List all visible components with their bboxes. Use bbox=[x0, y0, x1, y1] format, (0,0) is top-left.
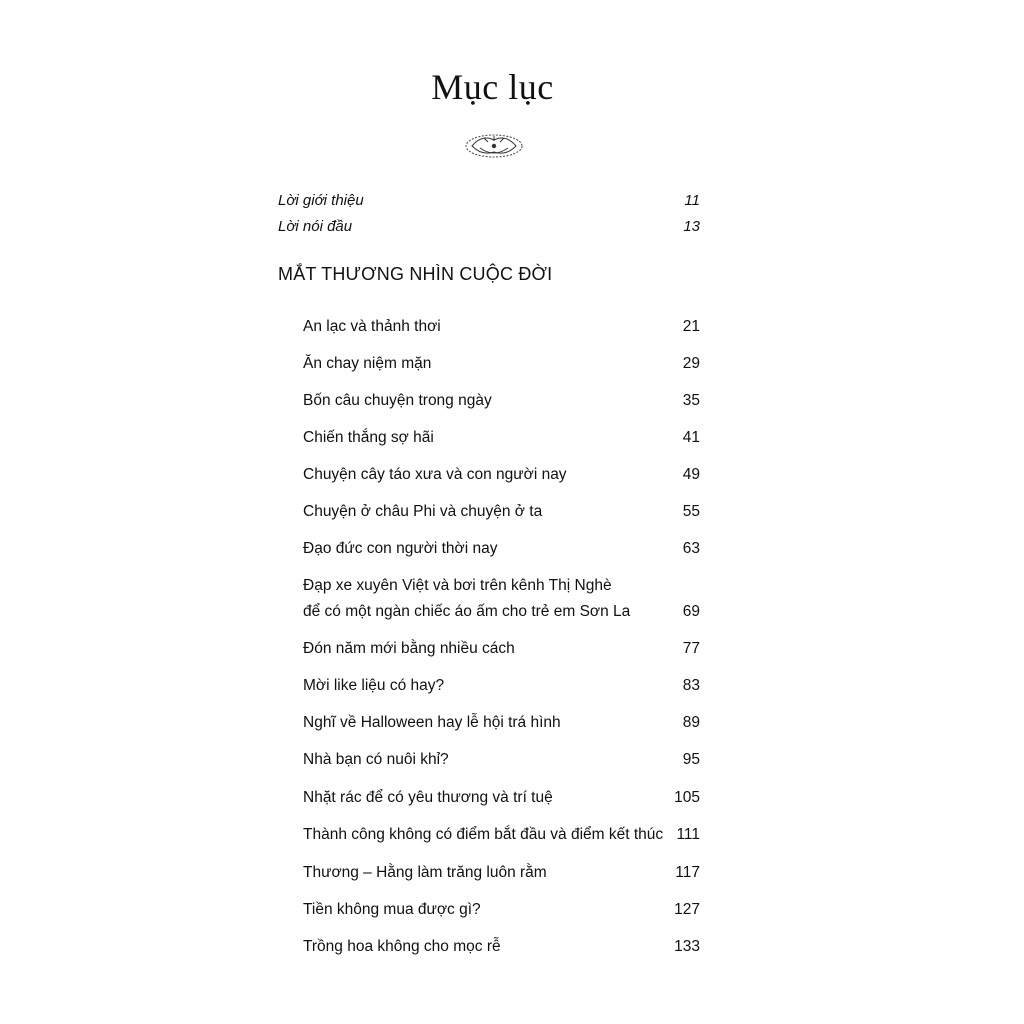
entry-label: Thương – Hằng làm trăng luôn rằm bbox=[303, 864, 547, 881]
entry-label-line2: để có một ngàn chiếc áo ấm cho trẻ em Sơn La bbox=[303, 603, 631, 620]
toc-entry[interactable] bbox=[303, 536, 700, 562]
entry-label: Lời nói đầu bbox=[278, 218, 353, 235]
entry-page: 13 bbox=[683, 218, 700, 235]
entry-page: 127 bbox=[674, 901, 700, 918]
toc-entry-intro[interactable] bbox=[278, 188, 700, 214]
entry-page: 83 bbox=[682, 677, 700, 694]
toc-entry[interactable] bbox=[303, 785, 700, 811]
entry-label: Tiền không mua được gì? bbox=[303, 901, 481, 918]
toc-entry[interactable] bbox=[303, 351, 700, 377]
entry-label: Trồng hoa không cho mọc rễ bbox=[303, 938, 501, 955]
entry-label: Thành công không có điểm bắt đầu và điểm kết thúc bbox=[303, 826, 664, 843]
entry-page: 111 bbox=[676, 826, 700, 843]
entry-page: 117 bbox=[675, 864, 700, 881]
toc-entry[interactable] bbox=[303, 897, 700, 923]
entry-page: 21 bbox=[682, 318, 700, 335]
entry-label: Ăn chay niệm mặn bbox=[303, 355, 432, 372]
toc-entry[interactable] bbox=[303, 425, 700, 451]
toc-entry[interactable] bbox=[303, 388, 700, 414]
entry-page: 95 bbox=[682, 751, 700, 768]
entry-label: Bốn câu chuyện trong ngày bbox=[303, 392, 492, 409]
toc-entry[interactable] bbox=[303, 822, 700, 848]
entry-page: 49 bbox=[682, 466, 700, 483]
section-heading: MẮT THƯƠNG NHÌN CUỘC ĐỜI bbox=[278, 264, 553, 284]
entry-label: Chuyện ở châu Phi và chuyện ở ta bbox=[303, 503, 543, 520]
entry-page: 29 bbox=[682, 355, 700, 372]
entry-label: An lạc và thảnh thơi bbox=[303, 318, 441, 335]
toc-entry[interactable] bbox=[303, 636, 700, 662]
entry-page: 89 bbox=[682, 714, 700, 731]
toc-entry[interactable] bbox=[303, 499, 700, 525]
toc-entry-preface[interactable] bbox=[278, 214, 700, 240]
entry-label: Đón năm mới bằng nhiều cách bbox=[303, 640, 515, 657]
entry-page: 55 bbox=[682, 503, 700, 520]
entry-page: 63 bbox=[682, 540, 700, 557]
entry-label-line1: Đạp xe xuyên Việt và bơi trên kênh Thị Nghè bbox=[303, 577, 612, 594]
entry-label: Nhà bạn có nuôi khỉ? bbox=[303, 751, 449, 768]
toc-entry[interactable] bbox=[303, 314, 700, 340]
entry-page: 41 bbox=[682, 429, 700, 446]
entry-label: Chiến thắng sợ hãi bbox=[303, 429, 434, 446]
entry-page: 133 bbox=[674, 938, 700, 955]
toc-entry[interactable] bbox=[303, 934, 700, 960]
entry-label: Nhặt rác để có yêu thương và trí tuệ bbox=[303, 789, 553, 806]
page-title: Mục lục bbox=[431, 67, 554, 107]
toc-entry[interactable] bbox=[303, 747, 700, 773]
entry-label: Đạo đức con người thời nay bbox=[303, 540, 498, 557]
entry-page: 11 bbox=[684, 192, 700, 209]
toc-entry[interactable] bbox=[303, 573, 700, 625]
floral-ornament-icon bbox=[462, 128, 526, 162]
entry-page: 69 bbox=[682, 603, 700, 620]
entry-label: Lời giới thiệu bbox=[278, 192, 364, 209]
entry-label: Chuyện cây táo xưa và con người nay bbox=[303, 466, 567, 483]
toc-entry[interactable] bbox=[303, 860, 700, 886]
toc-entry[interactable] bbox=[303, 462, 700, 488]
entry-page: 35 bbox=[682, 392, 700, 409]
entry-label: Mời like liệu có hay? bbox=[303, 677, 445, 694]
entry-page: 105 bbox=[674, 789, 700, 806]
toc-entry[interactable] bbox=[303, 673, 700, 699]
entry-label: Nghĩ về Halloween hay lễ hội trá hình bbox=[303, 714, 561, 731]
entry-page: 77 bbox=[682, 640, 700, 657]
toc-entry[interactable] bbox=[303, 710, 700, 736]
